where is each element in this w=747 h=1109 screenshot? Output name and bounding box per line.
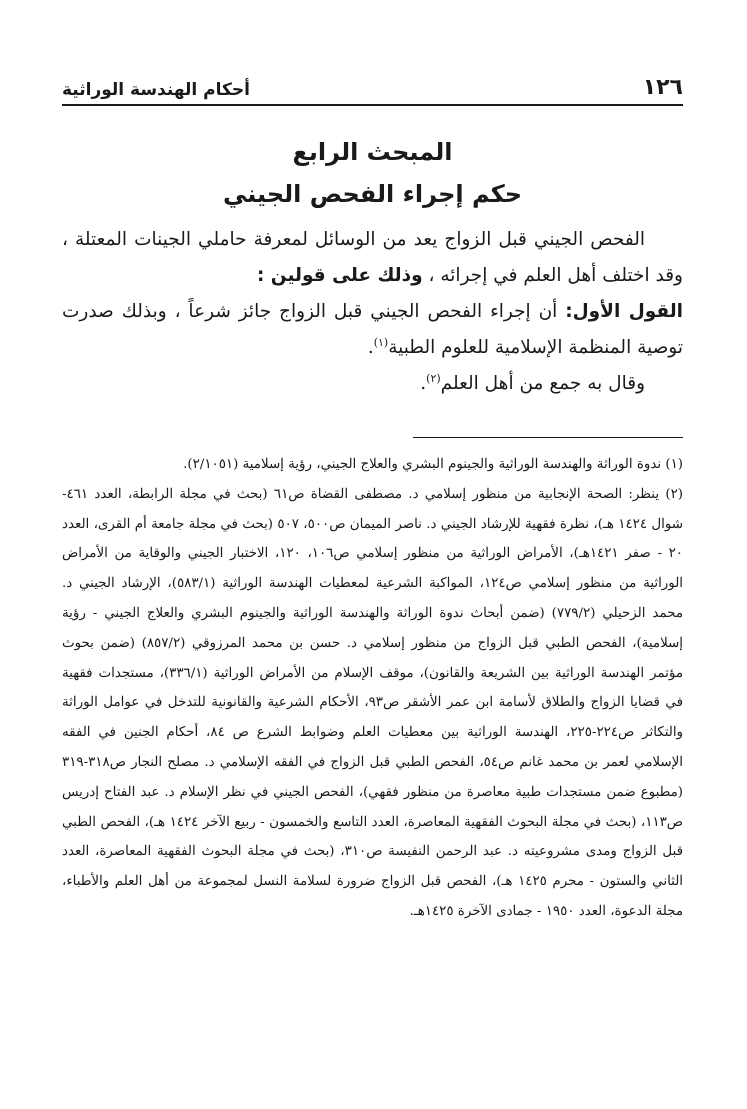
book-title: أحكام الهندسة الوراثية — [62, 80, 250, 100]
period: . — [420, 373, 427, 394]
intro-text: الفحص الجيني قبل الزواج يعد من الوسائل لمعرفة حاملي الجينات المعتلة ، وقد اختلف أهل العلم في إجرائه ، — [62, 229, 683, 286]
scholars-paragraph — [62, 366, 683, 402]
footnote-2: (٢) ينظر: الصحة الإنجابية من منظور إسلامي د. مصطفى القضاة ص٦١ (بحث في مجلة الرابطة، العدد ٤٦١- شوال ١٤٢٤ هـ)، نظرة فقهية للإرشاد الجيني د. ناصر الميمان ص٥٠٠، ٥٠٧ (بحث في مجلة جامعة أم القرى، العدد ٢٠ - صفر ١٤٢١هـ)، الأمراض الوراثية من منظور إسلامي ص١٠٦، ١٢٠، الاختبار الجيني والوقاية من الأمراض الوراثية من منظور إسلامي ص١٢٤، المواكبة الشرعية لمعطيات الهندسة الوراثية (٥٨٣/١)، الإرشاد الجيني د. محمد الزحيلي (٧٧٩/٢) (ضمن أبحاث ندوة الوراثة والهندسة الوراثية والجينوم البشري والعلاج الجيني - رؤية إسلامية)، الفحص الطبي قبل الزواج من منظور إسلامي د. حسن بن محمد المرزوقي (٨٥٧/٢) (ضمن بحوث مؤتمر الهندسة الوراثية بين الشريعة والقانون)، موقف الإسلام من الأمراض الوراثية (٣٣٦/١)، مستجدات فقهية في قضايا الزواج والطلاق لأسامة ابن عمر الأشقر ص٩٣، الأحكام الشرعية والقانونية للتدخل في عوامل الوراثة والتكاثر ص٢٢٤-٢٢٥، الهندسة الوراثية بين معطيات العلم وضوابط الشرع ص ٨٤، أحكام الجنين في الفقه الإسلامي لعمر بن محمد غانم ص٥٤، الفحص الطبي قبل الزواج في الفقه الإسلامي د. مصلح النجار ص٣١٨-٣١٩ (مطبوع ضمن مستجدات طبية معاصرة من منظور فقهي)، الفحص الجيني في نظر الإسلام د. عبد الفتاح إدريس ص١١٣، (بحث في مجلة البحوث الفقهية المعاصرة، العدد التاسع والخمسون - ربيع الآخر ١٤٢٤ هـ)، الفحص الطبي قبل الزواج ومدى مشروعيته د. عبد الرحمن النفيسة ص٣١٠، (بحث في مجلة البحوث الفقهية المعاصرة، العدد الثاني والستون - محرم ١٤٢٥ هـ)، الفحص قبل الزواج ضرورة لسلامة النسل لمجموعة من أهل العلم والأطباء، مجلة الدعوة، العدد ١٩٥٠ - جمادى الآخرة ١٤٢٥هـ. — [62, 486, 684, 919]
running-header — [62, 66, 683, 106]
first-opinion-label: القول الأول: — [565, 301, 684, 322]
footnote-ref-1: (١) — [373, 335, 389, 349]
footnotes — [62, 450, 683, 927]
intro-paragraph — [62, 222, 683, 294]
scholars-text: وقال به جمع من أهل العلم — [440, 373, 645, 394]
first-opinion-text: أن إجراء الفحص الجيني قبل الزواج جائز شرعاً ، وبذلك صدرت توصية المنظمة الإسلامية للعلوم الطبية — [62, 301, 683, 358]
footnote-1: (١) ندوة الوراثة والهندسة الوراثية والجينوم البشري والعلاج الجيني، رؤية إسلامية (٢/١٠٥١). — [183, 457, 683, 472]
footnote-ref-2: (٢) — [426, 371, 441, 385]
page-number: ١٢٦ — [642, 75, 683, 100]
section-title: المبحث الرابع — [292, 138, 453, 166]
chapter-title: حكم إجراء الفحص الجيني — [222, 180, 523, 208]
period: . — [367, 337, 374, 358]
first-opinion-paragraph — [62, 294, 683, 366]
intro-emphasis: وذلك على قولين : — [256, 265, 423, 286]
body-text — [62, 222, 683, 402]
footnote-separator — [413, 437, 683, 438]
